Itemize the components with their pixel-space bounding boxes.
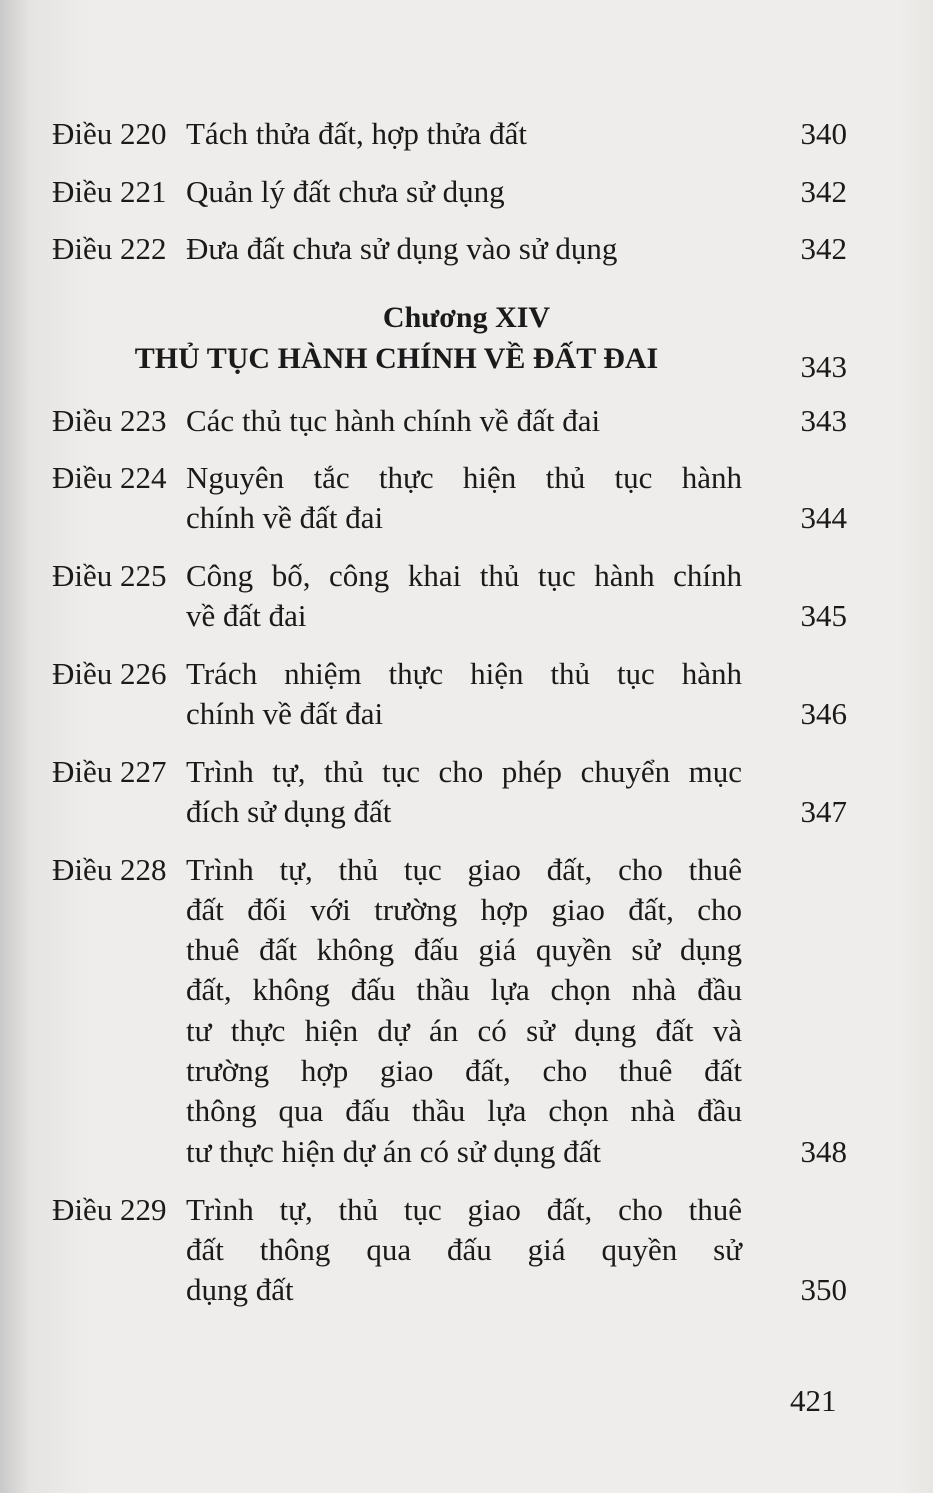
article-number: Điều 222 [52, 231, 167, 266]
page-number: 342 [800, 174, 847, 209]
article-title-line: Nguyên tắc thực hiện thủ tục hành [186, 460, 742, 495]
article-number: Điều 224 [52, 460, 167, 495]
article-title-line: đất thông qua đấu giá quyền sử [186, 1232, 742, 1267]
article-title: Tách thửa đất, hợp thửa đất [186, 116, 527, 151]
article-title: Đưa đất chưa sử dụng vào sử dụng [186, 231, 618, 266]
article-title-line: tư thực hiện dự án có sử dụng đất [186, 1134, 602, 1169]
article-number: Điều 223 [52, 403, 167, 438]
article-number: Điều 228 [52, 852, 167, 887]
page-number: 342 [800, 231, 847, 266]
page-number: 345 [800, 598, 847, 633]
page-number: 343 [800, 403, 847, 438]
chapter-label: Chương XIV [382, 301, 551, 334]
folio-page-number: 421 [790, 1383, 837, 1418]
article-number: Điều 226 [52, 656, 167, 691]
page-number: 347 [800, 794, 847, 829]
article-title: Các thủ tục hành chính về đất đai [186, 403, 601, 438]
chapter-title: THỦ TỤC HÀNH CHÍNH VỀ ĐẤT ĐAI [134, 342, 659, 375]
page-number: 344 [800, 500, 847, 535]
article-title-line: chính về đất đai [186, 696, 384, 731]
article-title-line: Trình tự, thủ tục cho phép chuyển mục [186, 754, 742, 789]
article-number: Điều 229 [52, 1192, 167, 1227]
article-number: Điều 221 [52, 174, 167, 209]
article-title-line: trường hợp giao đất, cho thuê đất [186, 1053, 742, 1088]
article-title-line: đất, không đấu thầu lựa chọn nhà đầu [186, 972, 742, 1007]
page-number: 346 [800, 696, 847, 731]
article-title-line: chính về đất đai [186, 500, 384, 535]
article-number: Điều 227 [52, 754, 167, 789]
page-number: 348 [800, 1134, 847, 1169]
article-title-line: Công bố, công khai thủ tục hành chính [186, 558, 742, 593]
article-title: Quản lý đất chưa sử dụng [186, 174, 505, 209]
page-number: 350 [800, 1272, 847, 1307]
article-title-line: thông qua đấu thầu lựa chọn nhà đầu [186, 1093, 742, 1128]
chapter-page-number: 343 [800, 349, 847, 384]
article-title-line: tư thực hiện dự án có sử dụng đất và [186, 1013, 742, 1048]
article-title-line: đất đối với trường hợp giao đất, cho [186, 892, 742, 927]
page-number: 340 [800, 116, 847, 151]
article-number: Điều 220 [52, 116, 167, 151]
article-title-line: đích sử dụng đất [186, 794, 392, 829]
article-title-line: Trách nhiệm thực hiện thủ tục hành [186, 656, 742, 691]
article-number: Điều 225 [52, 558, 167, 593]
article-title-line: dụng đất [186, 1272, 294, 1307]
article-title-line: về đất đai [186, 598, 307, 633]
article-title-line: Trình tự, thủ tục giao đất, cho thuê [186, 852, 742, 887]
article-title-line: thuê đất không đấu giá quyền sử dụng [186, 932, 742, 967]
article-title-line: Trình tự, thủ tục giao đất, cho thuê [186, 1192, 742, 1227]
